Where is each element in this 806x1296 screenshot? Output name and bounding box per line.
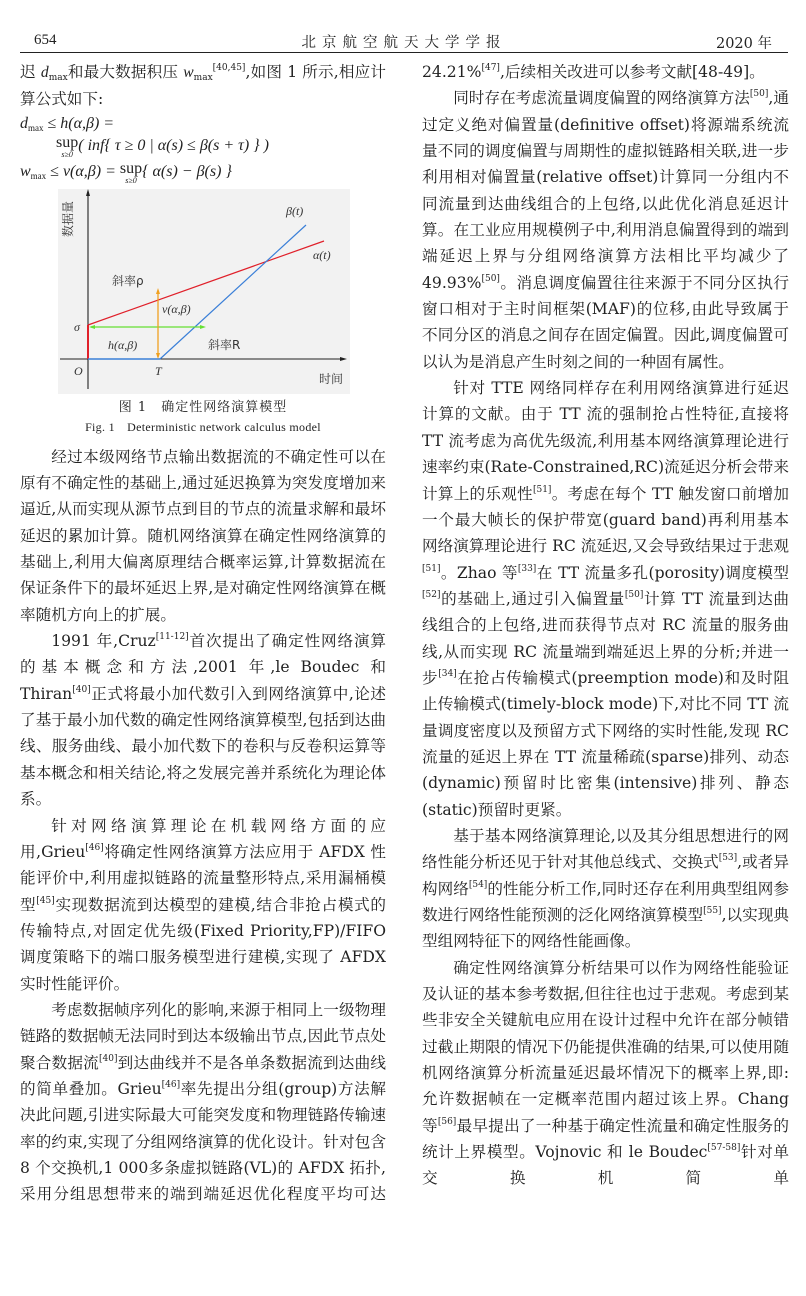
y-axis-label: 数据量 [61, 200, 75, 237]
citation: [47] [481, 63, 500, 73]
beta-label: β(t) [286, 203, 304, 218]
journal-title: 北京航空航天大学学报 [301, 35, 507, 51]
citation: [46] [85, 842, 104, 853]
left-column [20, 59, 386, 1208]
citation: [40] [72, 684, 91, 695]
citation: [51] [532, 484, 552, 495]
citation: [56] [437, 1116, 457, 1127]
citation: [55] [703, 906, 722, 916]
network-calculus-diagram [58, 189, 350, 394]
citation: [45] [36, 895, 55, 906]
figure-1 [20, 189, 386, 436]
citation: [51] [422, 563, 441, 574]
paragraph: 针对 TTE 网络同样存在利用网络演算进行延迟计算的文献。由于 TT 流的强制抢占性特征,直接将 TT 流考虑为高优先级流,利用基本网络演算理论进行速率约束(Rate-Constrained,RC)流延迟分析会带来计算上的乐观性[51]。考虑在每个 TT 触发窗口前增加一个最大帧长的保护带宽(guard band)再利用基本网络演算理论进行 RC 流延迟,又会导致结果过于悲观[51]。Zhao 等[33]在 TT 流量多孔(porosity)调度模型[52]的基础上,通过引入偏置量[50]计算 TT 流量到达曲线组合的上包络,进而获得节点对 RC 流量的服务曲线,从而实现 RC 流量端到端延迟上界的分析;并进一步[34]在抢占传输模式(preemption mode)和及时阻止传输模式(timely-block mode)下,对比不同 TT 流量调度密度以及预留方式下网络的实时性能,发现 RC 流量的延迟上界在 TT 流量稀疏(sparse)排列、动态(dynamic)预留时比密集(intensive)排列、静态(static)预留时更紧。 [422, 379, 789, 819]
x-axis-label: 时间 [318, 371, 343, 386]
page-number: 654 [34, 32, 57, 48]
h-label: h(α,β) [108, 337, 138, 352]
origin-label: O [74, 363, 83, 378]
citation: [33] [517, 563, 537, 574]
citation: [46] [161, 1079, 181, 1090]
backlog-bound-formula: $w_{max} \le v(\alpha,\beta)$ = sup s≥0 { α(s) − β(s) } [20, 159, 232, 185]
figure-caption-cn: 图 1 确定性网络演算模型 [118, 399, 288, 415]
intro-paragraph: 迟 $d_{max}$和最大数据积压 $w_{max}[40,45]$,如图 1 所示,相应计算公式如下: [20, 63, 386, 109]
figure-background [58, 189, 350, 394]
citation: [53] [718, 853, 738, 864]
citation: [50] [624, 589, 644, 600]
paragraph: 1991 年,Cruz[11-12]首次提出了确定性网络演算的基本概念和方法,2001 年,le Boudec 和 Thiran[40]正式将最小加代数引入到网络演算中,论述了基于最小加代数的确定性网络演算模型,包括到达曲线、服务曲线、最小加代数下的卷积与反卷积运算等基本概念和相关结论,将之发展完善并系统化为理论体系。 [20, 632, 386, 809]
running-header [20, 28, 788, 53]
paragraph: 基于基本网络演算理论,以及其分组思想进行的网络性能分析还见于针对其他总线式、交换式[53],或者异构网络[54]的性能分析工作,同时还存在利用典型组网参数进行网络性能预测的泛化网络演算模型[55],以实现典型组网特征下的网络性能画像。 [422, 826, 789, 951]
delay-bound-formula: $d_{max} \le h(\alpha,\beta)$ = sup s≥0 ( inf{ τ ≥ 0 | α(s) ≤ β(s + τ) } ) [20, 114, 269, 159]
paragraph: 经过本级网络节点输出数据流的不确定性可以在原有不确定性的基础上,通过延迟换算为突发度增加来逼近,从而实现从源节点到目的节点的流量求解和最坏延迟的累加计算。随机网络演算在确定性网络演算的基础上,利用大偏离原理结合概率运算,计算数据流在保证条件下的最坏延迟上界,是对确定性网络演算在概率随机方向上的扩展。 [20, 447, 386, 624]
citation: [34] [438, 668, 457, 679]
publication-year: 2020 年 [715, 36, 772, 52]
paragraph: 同时存在考虑流量调度偏置的网络演算方法[50],通过定义绝对偏置量(definitive offset)将源端系统流量不同的调度偏置与周期性的虚拟链路相关联,进一步利用相对偏置量(relative offset)计算同一分组内不同流量到达曲线组合的上包络,以此优化消息延迟计算。在工业应用规模例子中,利用消息偏置得到的端到端延迟上界与分组网络演算方法相比平均减少了49.93%[50]。消息调度偏置往往来源于不同分区执行窗口相对于主时间框架(MAF)的位移,由此导致属于不同分区的消息之间存在固定偏置。因此,调度偏置可以认为是消息产生时刻之间的一种固有属性。 [422, 89, 789, 371]
citation: [50] [481, 273, 500, 284]
right-column [422, 59, 789, 1192]
burst-label: σ [74, 319, 80, 334]
slope-rho-label: 斜率ρ [112, 273, 144, 288]
paragraph: 24.21%[47],后续相关改进可以参考文献[48-49]。 [422, 63, 765, 81]
citation: [40] [98, 1053, 118, 1064]
latency-label: T [155, 363, 162, 378]
paragraph: 针对网络演算理论在机载网络方面的应用,Grieu[46]将确定性网络演算方法应用于 AFDX 性能评价中,利用虚拟链路的流量整形特点,采用漏桶模型[45]实现数据流到达模型的建模,结合非抢占模式的传输特点,对固定优先级(Fixed Priority,FP)/FIFO 调度策略下的端口服务模型进行建模,实现了 AFDX 实时性能评价。 [20, 816, 386, 993]
citation: [52] [422, 589, 441, 600]
figure-caption-en: Fig. 1 Deterministic network calculus model [85, 419, 321, 434]
alpha-label: α(t) [313, 247, 331, 262]
paragraph: 确定性网络演算分析结果可以作为网络性能验证及认证的基本参考数据,但往往也过于悲观。考虑到某些非安全关键航电应用在设计过程中允许在部分帧错过截止期限的情况下仍能提供准确的结果,可以使用随机网络演算分析流量延迟最坏情况下的概率上界,即:允许数据帧在一定概率范围内超过该上界。Chang 等[56]最早提出了一种基于确定性流量和确定性服务的统计上界模型。Vojnovic 和 le Boudec[57-58]针对单交换机简单 [422, 958, 789, 1188]
citation: [11-12] [155, 632, 189, 643]
slope-r-label: 斜率R [208, 337, 241, 352]
citation: [50] [749, 89, 769, 100]
paragraph: 考虑数据帧序列化的影响,来源于相同上一级物理链路的数据帧无法同时到达本级输出节点,因此节点处聚合数据流[40]到达曲线并不是各单条数据流到达曲线的简单叠加。Grieu[46]率先提出分组(group)方法解决此问题,引进实际最大可能突发度和物理链路传输速率的约束,实现了分组网络演算的优化设计。针对包含 8 个交换机,1 000多条虚拟链路(VL)的 AFDX 拓扑,采用分组思想带来的端到端延迟优化程度平均可达 [20, 1000, 386, 1204]
citation: [54] [468, 879, 488, 890]
citation: [57-58] [707, 1143, 741, 1154]
citation: [40,45] [212, 63, 246, 73]
v-label: v(α,β) [162, 301, 191, 316]
